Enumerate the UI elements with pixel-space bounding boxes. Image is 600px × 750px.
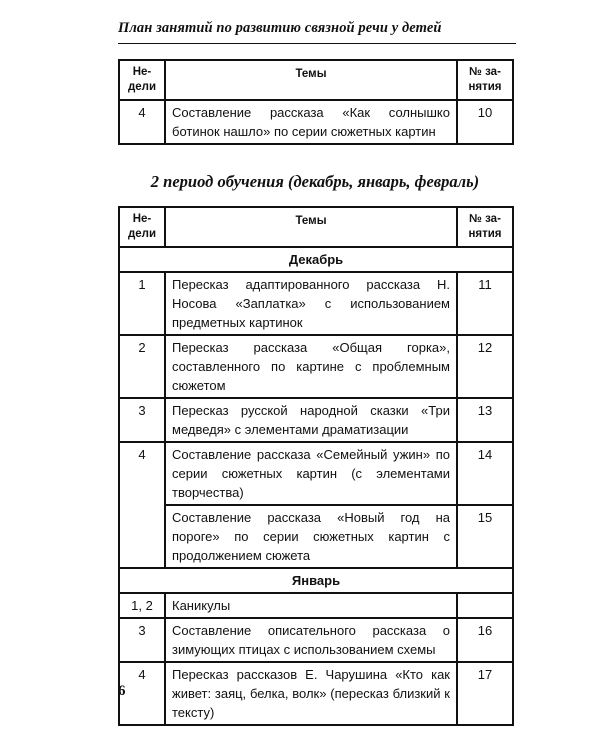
period-title: 2 период обучения (декабрь, январь, февраль) xyxy=(150,172,480,191)
table-header-row xyxy=(119,207,513,247)
topics-header: Темы xyxy=(165,207,457,247)
lesson-number-cell: 15 xyxy=(457,505,513,568)
lesson-number-cell: 10 xyxy=(457,100,513,144)
lesson-number-cell xyxy=(457,593,513,618)
week-cell: 4 xyxy=(119,442,165,568)
lesson-number-cell: 16 xyxy=(457,618,513,662)
week-cell: 3 xyxy=(119,398,165,442)
lesson-plan-table-2 xyxy=(118,206,514,726)
topic-cell: Пересказ рассказа «Общая горка», составленного по картине с проблемным сюжетом xyxy=(165,335,457,398)
lesson-plan-table-1 xyxy=(118,59,514,145)
running-head: План занятий по развитию связной речи у детей xyxy=(118,20,442,36)
topic-cell: Составление рассказа «Новый год на пороге» по серии сюжетных картин с продолжением сюжета xyxy=(165,505,457,568)
table-row xyxy=(119,272,513,335)
table-row xyxy=(119,442,513,505)
lesson-number-cell: 13 xyxy=(457,398,513,442)
weeks-header: Не- дели xyxy=(119,207,165,247)
page-number: 6 xyxy=(118,683,126,699)
week-cell: 1 xyxy=(119,272,165,335)
week-cell: 2 xyxy=(119,335,165,398)
topic-cell: Составление описательного рассказа о зимующих птицах с использованием схемы xyxy=(165,618,457,662)
week-cell: 3 xyxy=(119,618,165,662)
topic-cell: Пересказ адаптированного рассказа Н. Носова «Заплатка» с использованием предметных картинок xyxy=(165,272,457,335)
table-row xyxy=(119,593,513,618)
month-label: Декабрь xyxy=(119,247,513,272)
lesson-number-cell: 14 xyxy=(457,442,513,505)
lesson-number-cell: 12 xyxy=(457,335,513,398)
table-row xyxy=(119,335,513,398)
table-row xyxy=(119,662,513,725)
month-label: Январь xyxy=(119,568,513,593)
month-row-december xyxy=(119,247,513,272)
lesson-number-header: № за- нятия xyxy=(457,60,513,100)
topics-header: Темы xyxy=(165,60,457,100)
table-row xyxy=(119,398,513,442)
table-row xyxy=(119,505,513,568)
topic-cell: Пересказ рассказов Е. Чарушина «Кто как живет: заяц, белка, волк» (пересказ близкий к тексту) xyxy=(165,662,457,725)
header-rule xyxy=(118,43,516,44)
week-cell: 4 xyxy=(119,662,165,725)
week-cell: 1, 2 xyxy=(119,593,165,618)
lesson-number-cell: 17 xyxy=(457,662,513,725)
month-row-january xyxy=(119,568,513,593)
topic-cell: Составление рассказа «Как солнышко ботинок нашло» по серии сюжетных картин xyxy=(165,100,457,144)
table-row xyxy=(119,618,513,662)
topic-cell: Пересказ русской народной сказки «Три медведя» с элементами драматизации xyxy=(165,398,457,442)
topic-cell: Каникулы xyxy=(165,593,457,618)
weeks-header: Не- дели xyxy=(119,60,165,100)
table-header-row xyxy=(119,60,513,100)
lesson-number-header: № за- нятия xyxy=(457,207,513,247)
table-row xyxy=(119,100,513,144)
lesson-number-cell: 11 xyxy=(457,272,513,335)
topic-cell: Составление рассказа «Семейный ужин» по серии сюжетных картин (с элементами творчества) xyxy=(165,442,457,505)
week-cell: 4 xyxy=(119,100,165,144)
